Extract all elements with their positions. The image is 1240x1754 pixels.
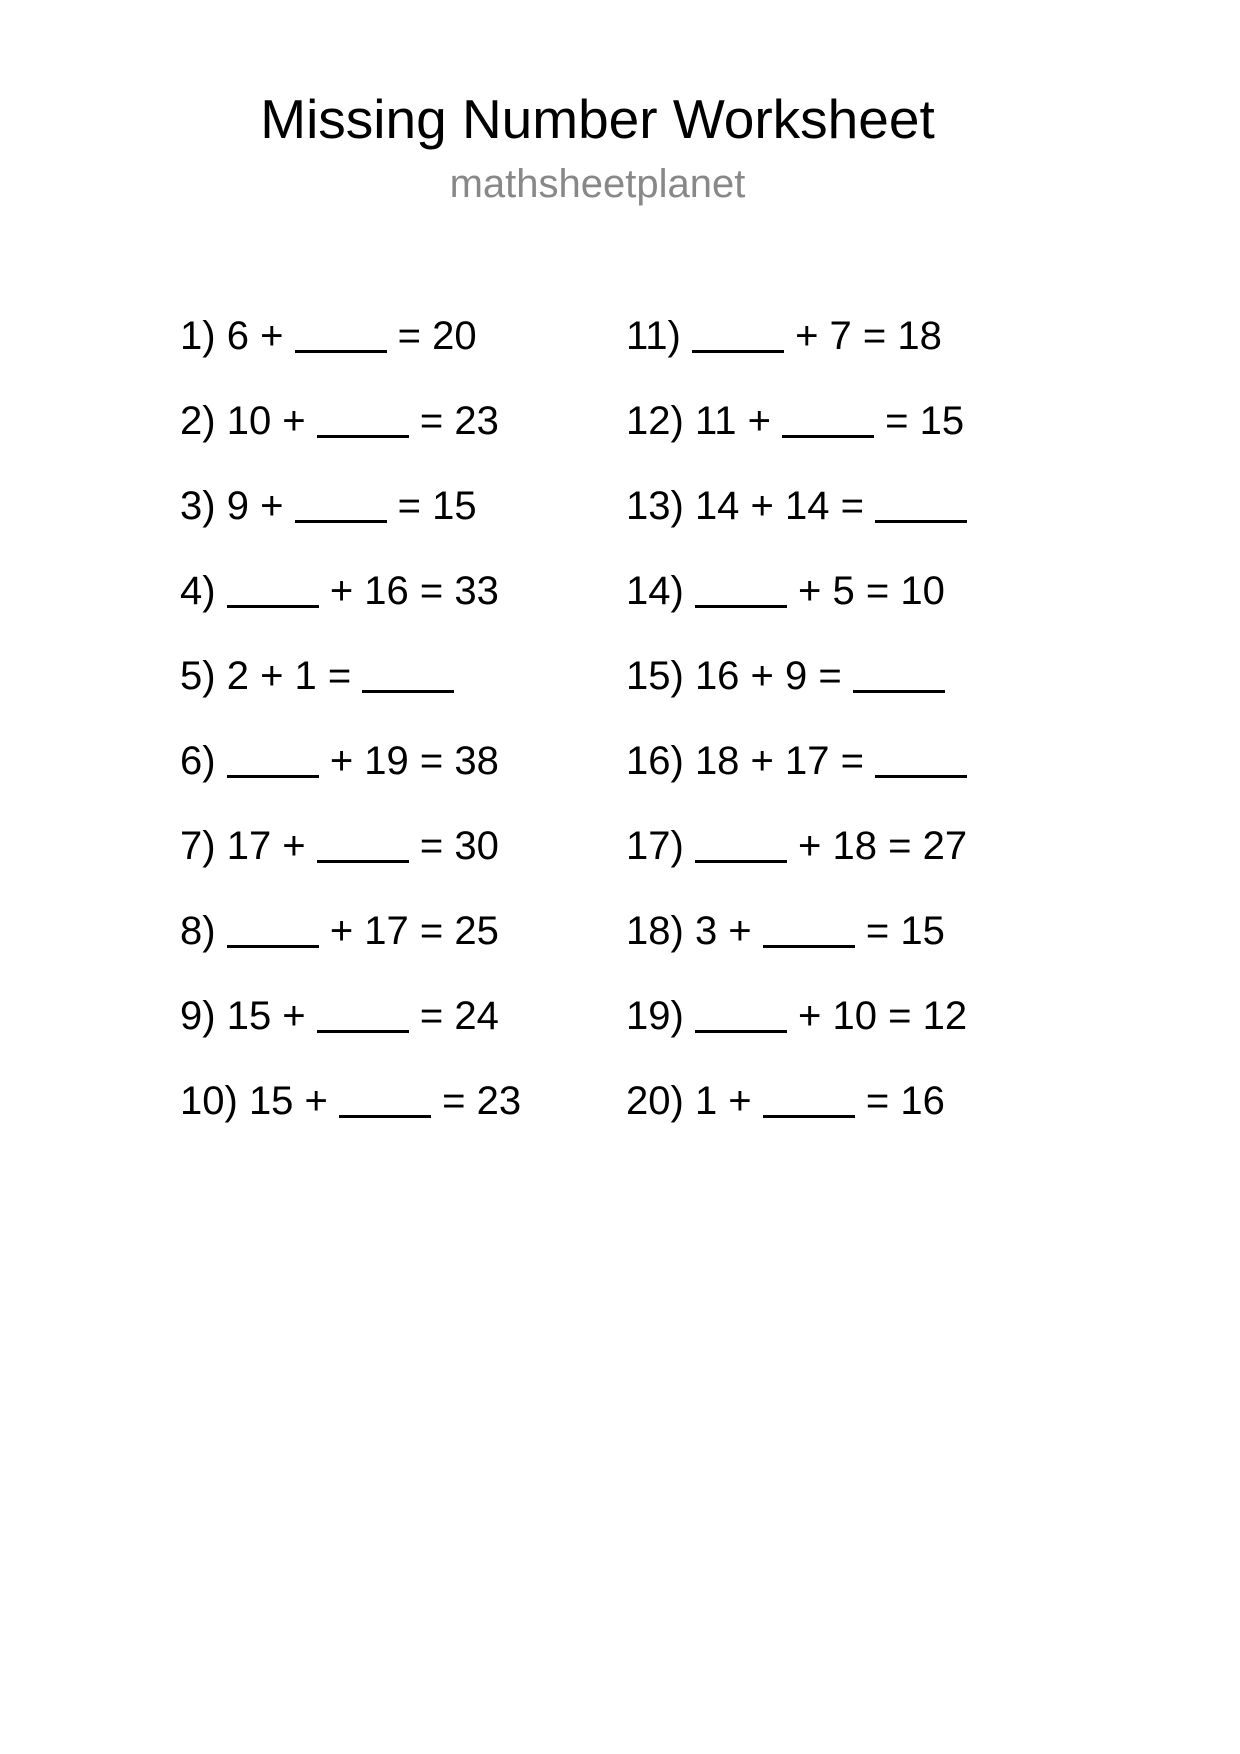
- expression-after: + 5 = 10: [786, 569, 945, 613]
- problem-9: [180, 990, 521, 1075]
- expression-after: = 20: [386, 314, 477, 358]
- problem-number: 2): [180, 399, 216, 443]
- problem-19: [626, 990, 967, 1075]
- expression-after: = 16: [854, 1079, 945, 1123]
- problem-15: [626, 650, 967, 735]
- answer-blank[interactable]: [695, 565, 787, 608]
- expression-before: 16 + 9 =: [694, 654, 853, 698]
- expression-after: = 23: [431, 1079, 522, 1123]
- answer-blank[interactable]: [227, 735, 319, 778]
- answer-blank[interactable]: [853, 650, 945, 693]
- answer-blank[interactable]: [695, 820, 787, 863]
- problem-11: [626, 310, 967, 395]
- problem-number: 15): [626, 654, 684, 698]
- answer-blank[interactable]: [317, 820, 409, 863]
- answer-blank[interactable]: [763, 905, 855, 948]
- expression-after: + 19 = 38: [318, 739, 499, 783]
- expression-before: 18 + 17 =: [694, 739, 876, 783]
- problem-number: 17): [626, 824, 684, 868]
- expression-before: 1 +: [694, 1079, 763, 1123]
- problem-number: 8): [180, 909, 216, 953]
- answer-blank[interactable]: [227, 905, 319, 948]
- problems-column-right: [626, 310, 967, 1160]
- expression-after: + 7 = 18: [783, 314, 942, 358]
- problem-number: 20): [626, 1079, 684, 1123]
- expression-before: 11 +: [694, 399, 783, 443]
- problem-number: 10): [180, 1079, 238, 1123]
- expression-before: 10 +: [226, 399, 317, 443]
- answer-blank[interactable]: [692, 310, 784, 353]
- problem-8: [180, 905, 521, 990]
- problem-number: 6): [180, 739, 216, 783]
- answer-blank[interactable]: [317, 395, 409, 438]
- expression-before: 3 +: [694, 909, 763, 953]
- expression-before: 17 +: [226, 824, 317, 868]
- problem-14: [626, 565, 967, 650]
- problem-number: 12): [626, 399, 684, 443]
- answer-blank[interactable]: [317, 990, 409, 1033]
- problem-4: [180, 565, 521, 650]
- problem-2: [180, 395, 521, 480]
- expression-after: = 24: [408, 994, 499, 1038]
- answer-blank[interactable]: [695, 990, 787, 1033]
- problem-1: [180, 310, 521, 395]
- answer-blank[interactable]: [362, 650, 454, 693]
- problem-number: 18): [626, 909, 684, 953]
- problems-column-left: [180, 310, 521, 1160]
- problem-17: [626, 820, 967, 905]
- answer-blank[interactable]: [763, 1075, 855, 1118]
- page-subtitle: mathsheetplanet: [449, 162, 746, 206]
- expression-before: 2 + 1 =: [226, 654, 363, 698]
- problem-number: 16): [626, 739, 684, 783]
- problem-number: 1): [180, 314, 216, 358]
- expression-before: 15 +: [226, 994, 317, 1038]
- expression-after: = 15: [854, 909, 945, 953]
- problem-5: [180, 650, 521, 735]
- answer-blank[interactable]: [295, 480, 387, 523]
- problem-18: [626, 905, 967, 990]
- expression-before: 9 +: [226, 484, 295, 528]
- problem-12: [626, 395, 967, 480]
- problem-number: 4): [180, 569, 216, 613]
- expression-after: + 16 = 33: [318, 569, 499, 613]
- problem-number: 3): [180, 484, 216, 528]
- problem-number: 9): [180, 994, 216, 1038]
- problem-number: 5): [180, 654, 216, 698]
- expression-before: 14 + 14 =: [694, 484, 876, 528]
- expression-after: = 23: [408, 399, 499, 443]
- expression-after: = 15: [874, 399, 965, 443]
- page-title: Missing Number Worksheet: [260, 88, 935, 150]
- answer-blank[interactable]: [782, 395, 874, 438]
- expression-after: + 18 = 27: [786, 824, 968, 868]
- problem-number: 7): [180, 824, 216, 868]
- expression-after: + 10 = 12: [786, 994, 968, 1038]
- problem-number: 11): [626, 314, 681, 358]
- problem-7: [180, 820, 521, 905]
- problem-20: [626, 1075, 967, 1160]
- expression-after: + 17 = 25: [318, 909, 499, 953]
- problem-number: 14): [626, 569, 684, 613]
- expression-after: = 30: [408, 824, 499, 868]
- answer-blank[interactable]: [875, 735, 967, 778]
- problem-16: [626, 735, 967, 820]
- problem-3: [180, 480, 521, 565]
- answer-blank[interactable]: [295, 310, 387, 353]
- answer-blank[interactable]: [227, 565, 319, 608]
- problem-13: [626, 480, 967, 565]
- problem-6: [180, 735, 521, 820]
- problem-10: [180, 1075, 521, 1160]
- problem-number: 13): [626, 484, 684, 528]
- expression-after: = 15: [386, 484, 477, 528]
- problem-number: 19): [626, 994, 684, 1038]
- expression-before: 15 +: [248, 1079, 340, 1123]
- answer-blank[interactable]: [339, 1075, 431, 1118]
- answer-blank[interactable]: [875, 480, 967, 523]
- expression-before: 6 +: [226, 314, 295, 358]
